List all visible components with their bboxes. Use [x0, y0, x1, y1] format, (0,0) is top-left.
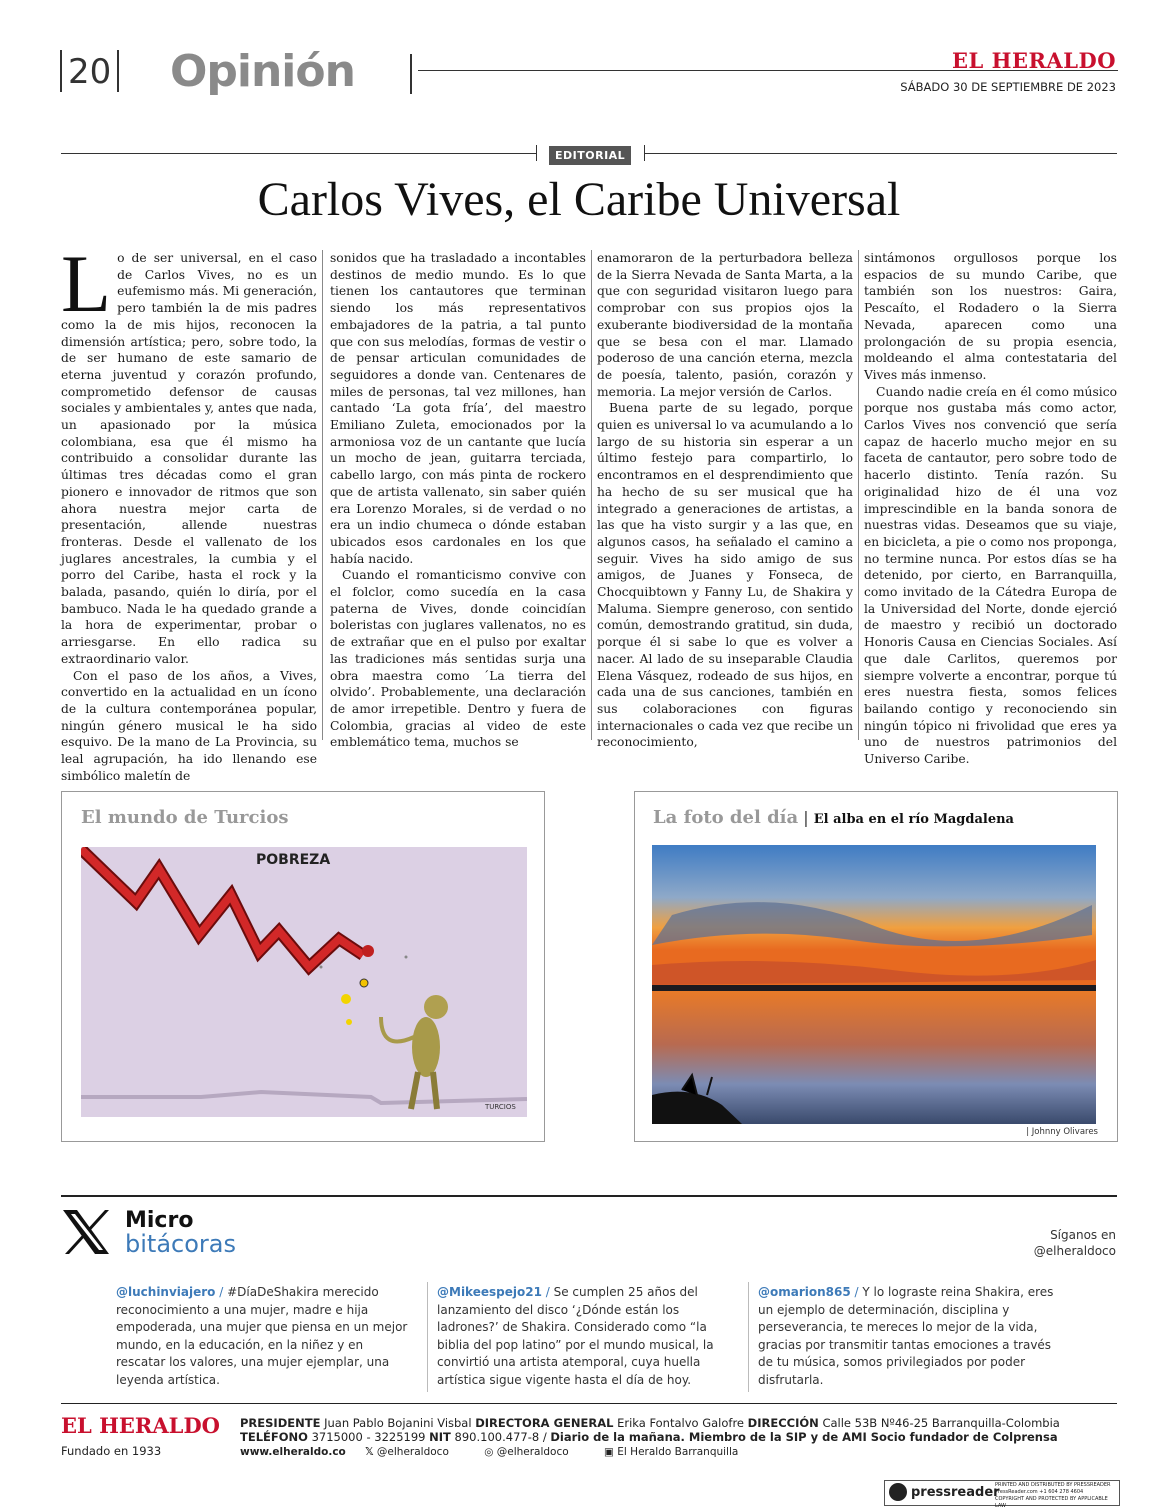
editorial-column-4 [864, 250, 1117, 768]
value: Calle 53B Nº46-25 Barranquilla-Colombia [822, 1416, 1060, 1430]
tweet-3: @omarion865 / Y lo lograste reina Shakira, eres un ejemplo de determinación, disciplina y perseverancia, te mereces lo mejor de la vida, gracias por transmitir tantas emociones a través de tu música, somos privilegiados por poder disfrutarla. [758, 1285, 1054, 1387]
x-icon [61, 1208, 111, 1260]
website-link[interactable]: www.elheraldo.co [240, 1446, 346, 1458]
masthead-logo: EL HERALDO [952, 48, 1116, 73]
founded-text: Fundado en 1933 [61, 1444, 162, 1458]
value: 3715000 - 3225199 [311, 1430, 426, 1444]
facebook-icon: ▣ [604, 1446, 614, 1458]
paragraph: Con el paso de los años, a Vives, convertido en la actualidad en un ícono de la cultura contemporánea popular, ningún género musical le ha sido esquivo. De la mano de La Provincia, su leal agrupación, ha ido llenando ese simbólico maletín de [61, 668, 317, 783]
drop-cap: L [61, 238, 112, 329]
tweet-text: Y lo lograste reina Shakira, eres un ejemplo de determinación, disciplina y perseverancia, te mereces lo mejor de la vida, gracias por transmitir tantas emociones a través de tu música, somos privilegiados por poder disfrutarla. [758, 1285, 1054, 1387]
pressreader-badge [884, 1480, 1120, 1509]
editorial-column-1 [61, 238, 318, 785]
footer-contact-line [240, 1430, 1058, 1444]
facebook-link[interactable] [604, 1446, 754, 1458]
pressreader-notice [995, 1482, 1117, 1510]
instagram-handle: @elheraldoco [496, 1446, 569, 1458]
instagram-link[interactable] [484, 1446, 584, 1458]
follow-label: Síganos en [1050, 1228, 1116, 1242]
label: PRESIDENTE [240, 1416, 321, 1430]
paragraph: Cuando el romanticismo convive con el folclor, como sucedía en la casa paterna de Vives, donde coincidían boleristas con juglares vallenatos, no es de extrañar que en el pulso por exaltar las tradiciones más sentidas surja una obra maestra como ´La tierra del olvido’. Probablemente, una declaración de amor irrepetible. Dentro y fuera de Colombia, gracias al video de este emblemático tema, muchos se [330, 568, 586, 750]
divider [410, 54, 412, 94]
tweet-divider [748, 1282, 749, 1392]
paragraph: sintámonos orgullosos porque los espacios de su mundo Caribe, que también son los nuestros: Gaira, Pescaíto, el Rodadero o la Sierra Nevada, aparecen como una prolongación de su propia esencia, moldeando el alma contestataria del Vives más inmenso. [864, 251, 1117, 382]
issue-date: SÁBADO 30 DE SEPTIEMBRE DE 2023 [900, 80, 1116, 94]
value: Erika Fontalvo Galofre [617, 1416, 745, 1430]
paragraph: Cuando nadie creía en él como músico porque nos gustaba más como actor, Carlos Vives nos convenció que sería capaz de hacerlo mucho mejor en su faceta de cantautor, pero sobre todo de hacerlo distinto. Tenía razón. Su originalidad hizo de él una voz imprescindible en la banda sonora de nuestras vidas. Deseamos que su viaje, en bicicleta, a pie o como nos proponga, no termine nunca. Por estos días se ha detenido, por cierto, en Barranquilla, como invitado de la Cátedra Europa de la Universidad del Norte, donde ejerció de maestro y recibió un doctorado Honoris Causa en Ciencias Sociales. Así que dale Carlitos, queremos por siempre volverte a encontrar, porque tú eres nuestra fiesta, somos felices bailando contigo y reconociendo sin ningún tópico ni frivolidad que eres ya uno de nuestros patrimonios del Universo Caribe. [864, 384, 1117, 767]
column-divider [591, 250, 592, 740]
editorial-column-3 [597, 250, 853, 751]
paragraph: sonidos que ha trasladado a incontables destinos de medio mundo. Es lo que tienen los cantautores que terminan siendo los más representativos embajadores de la patria, a tal punto que con sus melodías, formas de vestir o de pensar articulan comunidades de seguidores a donde van. Centenares de miles de personas, tal vez millones, han cantado ‘La gota fría’, del maestro Emiliano Zuleta, emocionados por la armoniosa voz de un cantante que lucía un mocho de jean, guitarra terciada, cabello largo, con más pinta de rockero que de artista vallenato, sin saber quién era Lorenzo Morales, si de verdad o no era un indio chumeca o dónde estaban ubicados esos cardonales en los que había nacido. [330, 251, 586, 566]
instagram-icon: ◎ [484, 1446, 494, 1458]
editorial-tick-left [536, 145, 537, 161]
sunrise-river-photo [652, 845, 1096, 1124]
cartoon-image [81, 847, 527, 1117]
photo-image [652, 845, 1096, 1124]
micro-rule [61, 1195, 1117, 1197]
cartoon-label: POBREZA [256, 852, 331, 868]
photo-title: La foto del día [653, 807, 799, 828]
follow-handle[interactable]: @elheraldoco [1033, 1244, 1116, 1258]
value: Juan Pablo Bojanini Visbal [324, 1416, 472, 1430]
paragraph: enamoraron de la perturbadora belleza de la Sierra Nevada de Santa Marta, a la que con seguridad visitaron luego para comprobar con sus propios ojos la exuberante biodiversidad de la montaña que se besa con el mar. Llamado poderoso de una canción eterna, mezcla de poesía, talento, pasión, corazón y memoria. La mejor versión de Carlos. [597, 251, 853, 399]
footer-rule [61, 1403, 1117, 1404]
label: DIRECCIÓN [747, 1416, 819, 1430]
pressreader-icon [889, 1483, 907, 1501]
tweet-text: #DíaDeShakira merecido reconocimiento a una mujer, madre e hija empoderada, una mujer que piensa en un mejor mundo, en la educación, en la niñez y en rescatar los valores, una mujer ejemplar, una leyenda artística. [116, 1285, 408, 1387]
paragraph: o de ser universal, en el caso de Carlos Vives, no es un eufemismo más. Mi generación, pero también la de mis padres como la de mis hijos, reconocen la dimensión artística; pero, sobre todo, la de ser humano de este samario de eterna juventud y corazón profundo, comprometido defensor de causas sociales y ambientales y, antes que nada, un apasionado por la música colombiana, esa que él mismo ha contribuido a consolidar durante las últimas tres décadas como el gran pionero e innovador de ritmos que son ahora nuestra mejor carta de presentación, allende nuestras fronteras. Desde el vallenato de los juglares ancestrales, la cumbia y el porro del Caribe, hasta el rock y la balada, pasando, quién lo diría, por el bambuco. Nada le ha quedado grande a la hora de experimentar, probar o arriesgarse. En ello radica su extraordinario valor. [61, 251, 318, 666]
photo-heading [653, 807, 1014, 828]
tweet-text: Se cumplen 25 años del lanzamiento del disco ‘¿Dónde están los ladrones?’ de Shakira. Considerado como “la biblia del pop latino” por el mundo musical, la convirtió una artista atemporal, cuya huella artística sigue vigente hasta el día de hoy. [437, 1285, 714, 1387]
footer-tagline: Diario de la mañana. Miembro de la SIP y de AMI Socio fundador de Colprensa [550, 1430, 1058, 1444]
editorial-rule-right [644, 153, 1117, 154]
section-title: Opinión [170, 46, 355, 97]
tweet-2: @Mikeespejo21 / Se cumplen 25 años del lanzamiento del disco ‘¿Dónde están los ladrones?’ de Shakira. Considerado como “la biblia del pop latino” por el mundo musical, la convirtió una artista atemporal, cuya huella artística sigue vigente hasta el día de hoy. [437, 1285, 714, 1387]
x-icon: 𝕏 [365, 1446, 374, 1458]
editorial-headline: Carlos Vives, el Caribe Universal [257, 173, 901, 226]
editorial-tag: EDITORIAL [549, 146, 631, 165]
pr-line: PRINTED AND DISTRIBUTED BY PRESSREADER [995, 1482, 1111, 1488]
cartoon-signature: TURCIOS [485, 1103, 516, 1111]
pr-line: PressReader.com +1 604 278 4604 [995, 1489, 1084, 1495]
tweet-user[interactable]: @luchinviajero [116, 1285, 216, 1299]
social-links [240, 1446, 770, 1458]
tweet-user[interactable]: @Mikeespejo21 [437, 1285, 542, 1299]
label: NIT [429, 1430, 451, 1444]
editorial-rule-left [61, 153, 536, 154]
column-divider [322, 250, 323, 740]
pressreader-name: pressreader [911, 1485, 1000, 1500]
photo-credit: | Johnny Olivares [1026, 1127, 1098, 1137]
cartoon-title: El mundo de Turcios [81, 807, 289, 828]
paragraph: Buena parte de su legado, porque quien es universal lo va acumulando a lo largo de su historia sin esperar a un último festejo para compartirlo, lo encontramos en el desprendimiento que ha hecho de su ser musical que ha integrado a generaciones de artistas, a las que ha visto surgir y a las que, en algunos casos, ha señalado el camino a seguir. Vives ha sido amigo de sus amigos, de Juanes y Fonseca, de Chocquibtown y Fanny Lu, de Shakira y Maluma. Siempre generoso, con sentido común, demostrando gratitud, sin duda, porque él si sabe lo que es volver a nacer. Al lado de su inseparable Claudia Elena Vásquez, rodeado de sus hijos, en cada una de sus canciones, también en sus colaboraciones con figuras internacionales o cada vez que recibe un reconocimiento, [597, 401, 853, 750]
x-link[interactable] [365, 1446, 465, 1458]
tweet-1: @luchinviajero / #DíaDeShakira merecido reconocimiento a una mujer, madre e hija empoderada, una mujer que piensa en un mejor mundo, en la educación, en la niñez y en rescatar los valores, una mujer ejemplar, una leyenda artística. [116, 1285, 408, 1387]
tweet-user[interactable]: @omarion865 [758, 1285, 851, 1299]
label: TELÉFONO [240, 1430, 308, 1444]
page-number: 20 [60, 50, 119, 92]
photo-subtitle: El alba en el río Magdalena [813, 812, 1014, 827]
x-handle: @elheraldoco [376, 1446, 449, 1458]
column-divider [858, 250, 859, 740]
title-separator: | [803, 808, 809, 827]
footer-masthead: EL HERALDO [61, 1413, 220, 1438]
tweet-divider [427, 1282, 428, 1392]
value: 890.100.477-8 / [454, 1430, 547, 1444]
facebook-handle: El Heraldo Barranquilla [617, 1446, 739, 1458]
micro-subtitle: bitácoras [125, 1230, 236, 1258]
label: DIRECTORA GENERAL [475, 1416, 614, 1430]
poverty-cartoon-illustration [81, 847, 527, 1117]
micro-title: Micro [125, 1208, 194, 1233]
pr-line: COPYRIGHT AND PROTECTED BY APPLICABLE LAW [995, 1496, 1108, 1509]
footer-staff-line [240, 1416, 1060, 1430]
editorial-column-2 [330, 250, 586, 751]
follow-us [1034, 1227, 1116, 1259]
